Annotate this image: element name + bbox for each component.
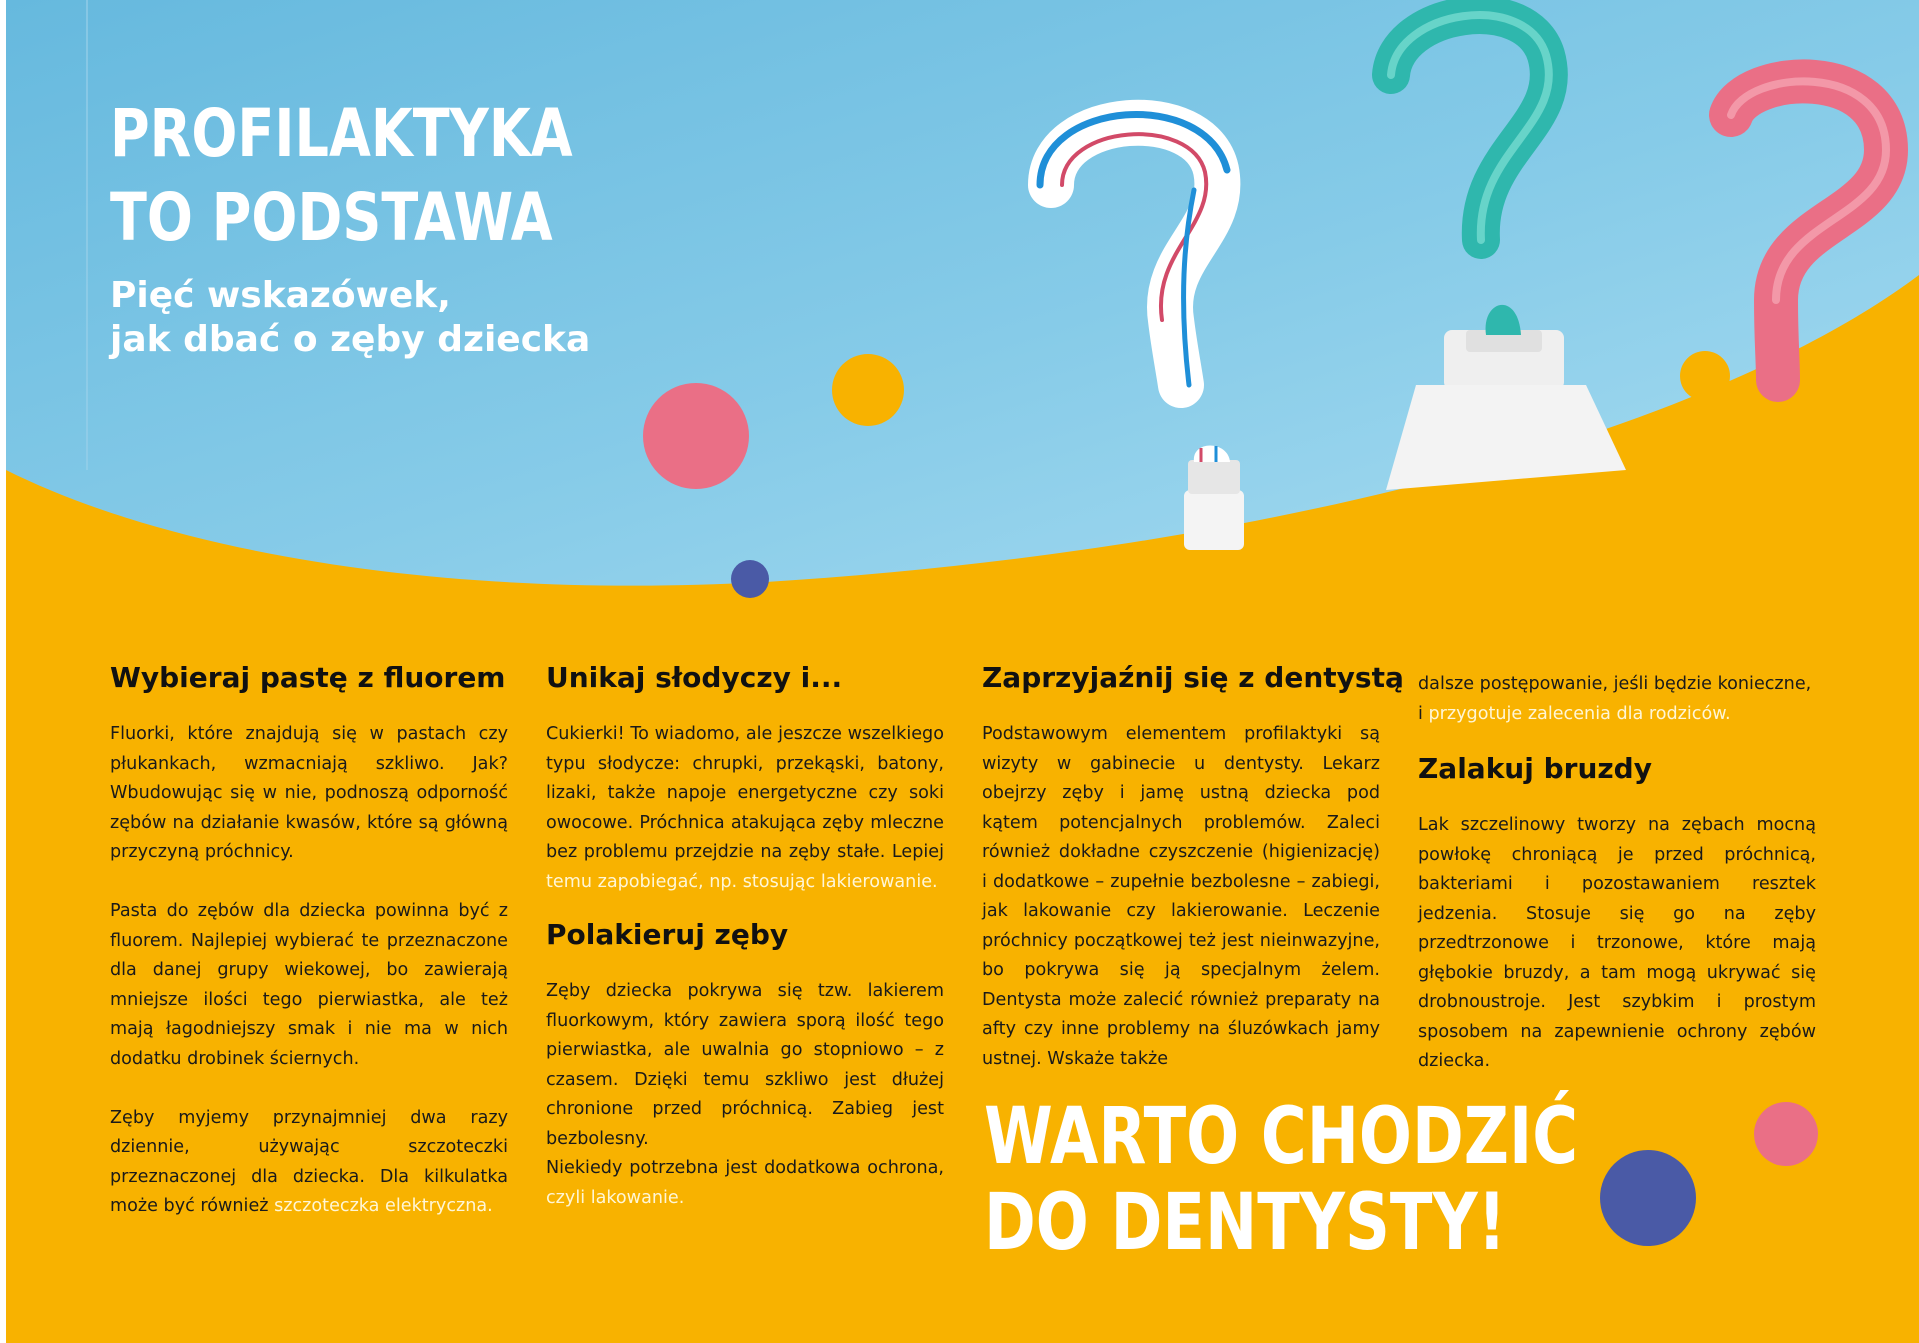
paragraph [546, 720, 944, 897]
paragraph: Lak szczelinowy tworzy na zębach mocną powłokę chroniącą je przed próchnicą, bakteriami i pozostawaniem resztek jedzenia. Stosuje się go na zęby przedtrzonowe i trzonowe, które mają głębokie bruzdy, a tam mogą ukrywać się drobnoustroje. Jest szybkim i prostym sposobem na zapewnienie ochrony zębów dziecka. [1418, 815, 1816, 1071]
paragraph-text: Niekiedy potrzebna jest dodatkowa ochrona, [546, 1158, 944, 1178]
yellow-dot-small [1680, 351, 1730, 401]
paragraph-text: dalsze postępowanie, jeśli będzie konieczne, i [1418, 674, 1812, 724]
page-title-line: TO PODSTAWA [110, 179, 553, 256]
paragraph [546, 1154, 944, 1213]
navy-dot-small [731, 560, 769, 598]
cta-line: WARTO CHODZIĆ [984, 1092, 1579, 1182]
section-dentysta [982, 660, 1404, 1074]
cta-line: DO DENTYSTY! [984, 1178, 1507, 1268]
yellow-dot [832, 354, 904, 426]
subtitle-line: jak dbać o zęby dziecka [110, 319, 591, 360]
section-heading: Zaprzyjaźnij się z dentystą [982, 661, 1404, 694]
paragraph: Fluorki, które znajdują się w pastach czy płukankach, wzmacniają szkliwo. Jak? Wbudowując się w nie, podnoszą odporność zębów na działanie kwasów, które są główną przyczyną próchnicy. [110, 724, 508, 862]
navy-dot [1600, 1150, 1696, 1246]
cta-headline [984, 1094, 1578, 1266]
section-heading: Zalakuj bruzdy [1418, 752, 1652, 785]
page-subtitle [110, 274, 590, 362]
brochure-page [6, 0, 1919, 1343]
paragraph [110, 1104, 508, 1222]
section-slodycze [546, 660, 944, 1213]
paragraph: Podstawowym elementem profilaktyki są wizyty w gabinecie u dentysty. Lekarz obejrzy zęby i jamę ustną dziecka pod kątem potencjalnych problemów. Zaleci również dokładne czyszczenie (higienizację) i dodatkowe – zupełnie bezbolesne – zabiegi, jak lakowanie czy lakierowanie. Leczenie próchnicy początkowej też jest nieinwazyjne, bo pokrywa się ją specjalnym żelem. Dentysta może zalecić również preparaty na afty czy inne problemy na śluzówkach jamy ustnej. Wskaże także [982, 724, 1380, 1069]
pink-dot [643, 383, 749, 489]
highlight-text: przygotuje zalecenia dla rodziców. [1428, 703, 1731, 724]
subtitle-line: Pięć wskazówek, [110, 275, 451, 316]
highlight-text: szczoteczka elektryczna. [274, 1196, 493, 1216]
section-bruzdy [1418, 670, 1816, 1077]
small-toothpaste-tube-icon [1184, 446, 1244, 551]
pink-dot [1754, 1102, 1818, 1166]
section-fluor [110, 660, 508, 1222]
paragraph [1418, 670, 1816, 729]
page-title-line: PROFILAKTYKA [110, 95, 573, 172]
highlight-text: czyli lakowanie. [546, 1187, 685, 1208]
section-heading: Unikaj słodyczy i... [546, 661, 843, 694]
paragraph: Zęby dziecka pokrywa się tzw. lakierem fluorkowym, który zawiera sporą ilość tego pierwiastka, ale uwalnia go stopniowo – z czasem. Dzięki temu szkliwo jest dłużej chronione przed próchnicą. Zabieg jest bezbolesny. [546, 981, 944, 1149]
paragraph-text: Zęby myjemy przynajmniej dwa razy dziennie, używając szczoteczki przeznaczonej dla dziecka. Dla kilkulatka może być również [110, 1107, 508, 1216]
section-heading: Wybieraj pastę z fluorem [110, 661, 506, 694]
highlight-text: temu zapobiegać, np. stosując lakierowanie. [546, 871, 938, 892]
paragraph: Pasta do zębów dla dziecka powinna być z fluorem. Najlepiej wybierać te przeznaczone dla danej grupy wiekowej, bo zawierają mniejsze ilości tego pierwiastka, ale też mają łagodniejszy smak i nie ma w nich dodatku drobinek ściernych. [110, 901, 508, 1069]
section-heading: Polakieruj zęby [546, 918, 789, 951]
paragraph-text: Cukierki! To wiadomo, ale jeszcze wszelkiego typu słodycze: chrupki, przekąski, batony, lizaki, także napoje energetyczne czy soki owocowe. Próchnica atakująca zęby mleczne bez problemu przejdzie na zęby stałe. Lepiej [546, 724, 944, 862]
page-title [110, 92, 573, 260]
